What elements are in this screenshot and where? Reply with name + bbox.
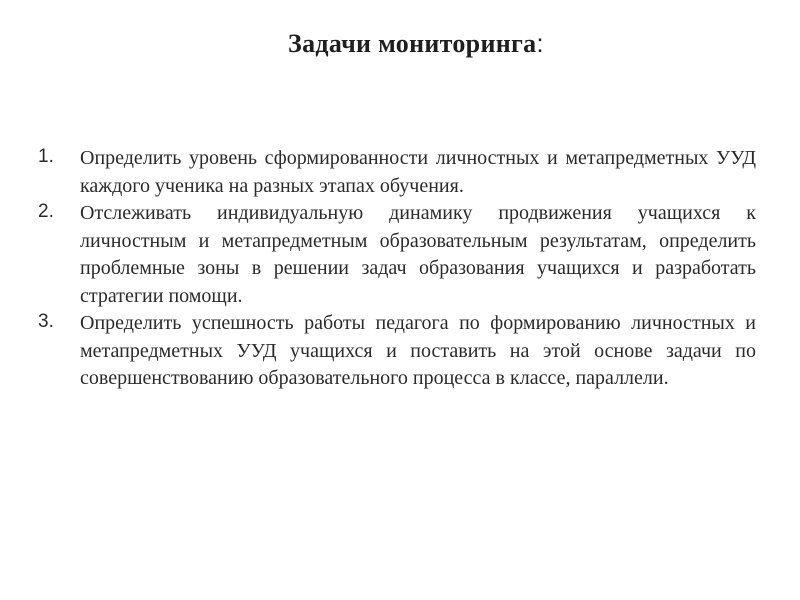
list-item-text: Отслеживать индивидуальную динамику продвижения учащихся к личностным и метапредметным образовательным результатам, определить проблемные зоны в решении задач образования учащихся и разработать стратегии помощи. — [80, 202, 756, 307]
list-item — [38, 200, 756, 310]
list-item-number: 1. — [38, 146, 54, 167]
list-item — [38, 310, 756, 393]
slide-title-text: Задачи мониторинга — [288, 29, 537, 58]
list-item-text: Определить успешность работы педагога по формированию личностных и метапредметных УУД учащихся и поставить на этой основе задачи по совершенствованию образовательного процесса в классе, параллели. — [80, 312, 756, 389]
task-list — [38, 145, 756, 393]
list-item-number: 2. — [38, 201, 54, 222]
list-item-number: 3. — [38, 311, 54, 332]
list-item-text: Определить уровень сформированности личностных и метапредметных УУД каждого ученика на разных этапах обучения. — [80, 147, 756, 197]
list-item — [38, 145, 756, 200]
slide-title — [0, 28, 800, 59]
slide-title-colon: : — [536, 28, 544, 58]
